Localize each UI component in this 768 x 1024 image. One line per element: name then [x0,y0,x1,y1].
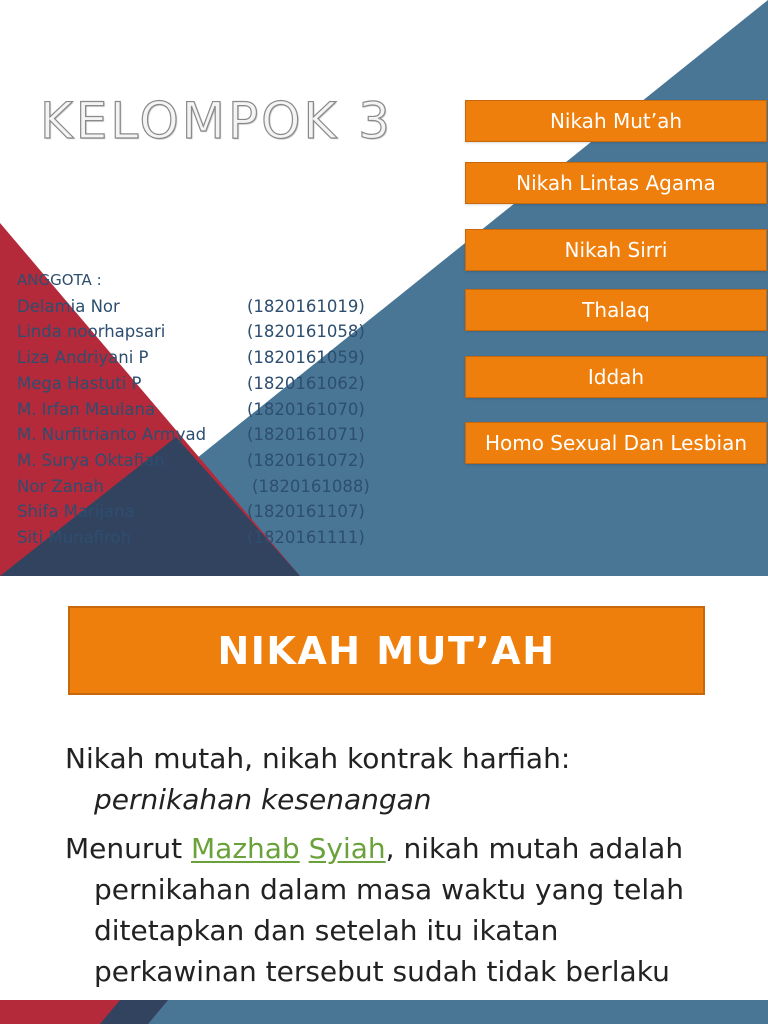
slide-heading: NIKAH MUT’AH [217,628,556,673]
member-name: Delamia Nor [17,296,120,316]
member-nim: (1820161072) [247,450,365,470]
member-name: M. Surya Oktafian [17,450,165,470]
member-nim: (1820161059) [247,348,365,368]
member-nim: (1820161070) [247,399,365,419]
explanation-text: , nikah mutah adalah pernikahan dalam masa waktu yang telah ditetapkan dan setelah itu ikatan perkawinan tersebut sudah tidak berlaku [94,832,685,988]
member-row [17,499,370,525]
member-row [17,422,370,448]
topic-button-homo-sexual-dan-lesbian[interactable]: Homo Sexual Dan Lesbian [465,422,767,464]
topic-button-nikah-mutah[interactable]: Nikah Mut’ah [465,100,767,142]
topic-button-nikah-lintas-agama[interactable]: Nikah Lintas Agama [465,162,767,204]
member-nim: (1820161058) [247,322,365,342]
member-name: Linda noorhapsari [17,322,166,342]
member-row [17,345,370,371]
member-row [17,371,370,397]
member-name: Shifa Marijana [17,502,135,522]
member-nim: (1820161071) [247,425,365,445]
topic-button-iddah[interactable]: Iddah [465,356,767,398]
topic-button-nikah-sirri[interactable]: Nikah Sirri [465,229,767,271]
member-nim: (1820161111) [247,528,365,548]
member-name: M. Irfan Maulana [17,399,156,419]
mazhab-link[interactable]: Mazhab [191,832,300,865]
content-slide [0,576,768,1024]
paragraph-definition [65,738,705,820]
member-row [17,397,370,423]
member-name: Nor Zanah [17,476,104,496]
bottom-decor-band [0,1000,768,1024]
member-row [17,319,370,345]
member-name: Siti Munafiroh [17,528,131,548]
syiah-link[interactable]: Syiah [308,832,386,865]
member-nim: (1820161088) [252,476,370,496]
anggota-label: ANGGOTA : [17,271,102,289]
explanation-prefix: Menurut [65,832,192,865]
member-row [17,448,370,474]
member-name: Liza Andriyani P [17,348,149,368]
member-row [17,474,370,500]
definition-text: Nikah mutah, nikah kontrak harfiah: [65,742,571,775]
member-nim: (1820161107) [247,502,365,522]
definition-italic: pernikahan kesenangan [94,783,432,816]
member-row [17,525,370,551]
member-name: Mega Hastuti P [17,373,142,393]
member-nim: (1820161062) [247,373,365,393]
paragraph-explanation [65,828,705,1024]
member-nim: (1820161019) [247,296,365,316]
topic-button-thalaq[interactable]: Thalaq [465,289,767,331]
body-text [65,738,705,1024]
heading-banner [68,606,705,695]
member-row [17,294,370,320]
slide-title: KELOMPOK 3 [40,92,393,150]
member-name: M. Nurfitrianto Armyad [17,425,207,445]
member-list [17,268,370,551]
